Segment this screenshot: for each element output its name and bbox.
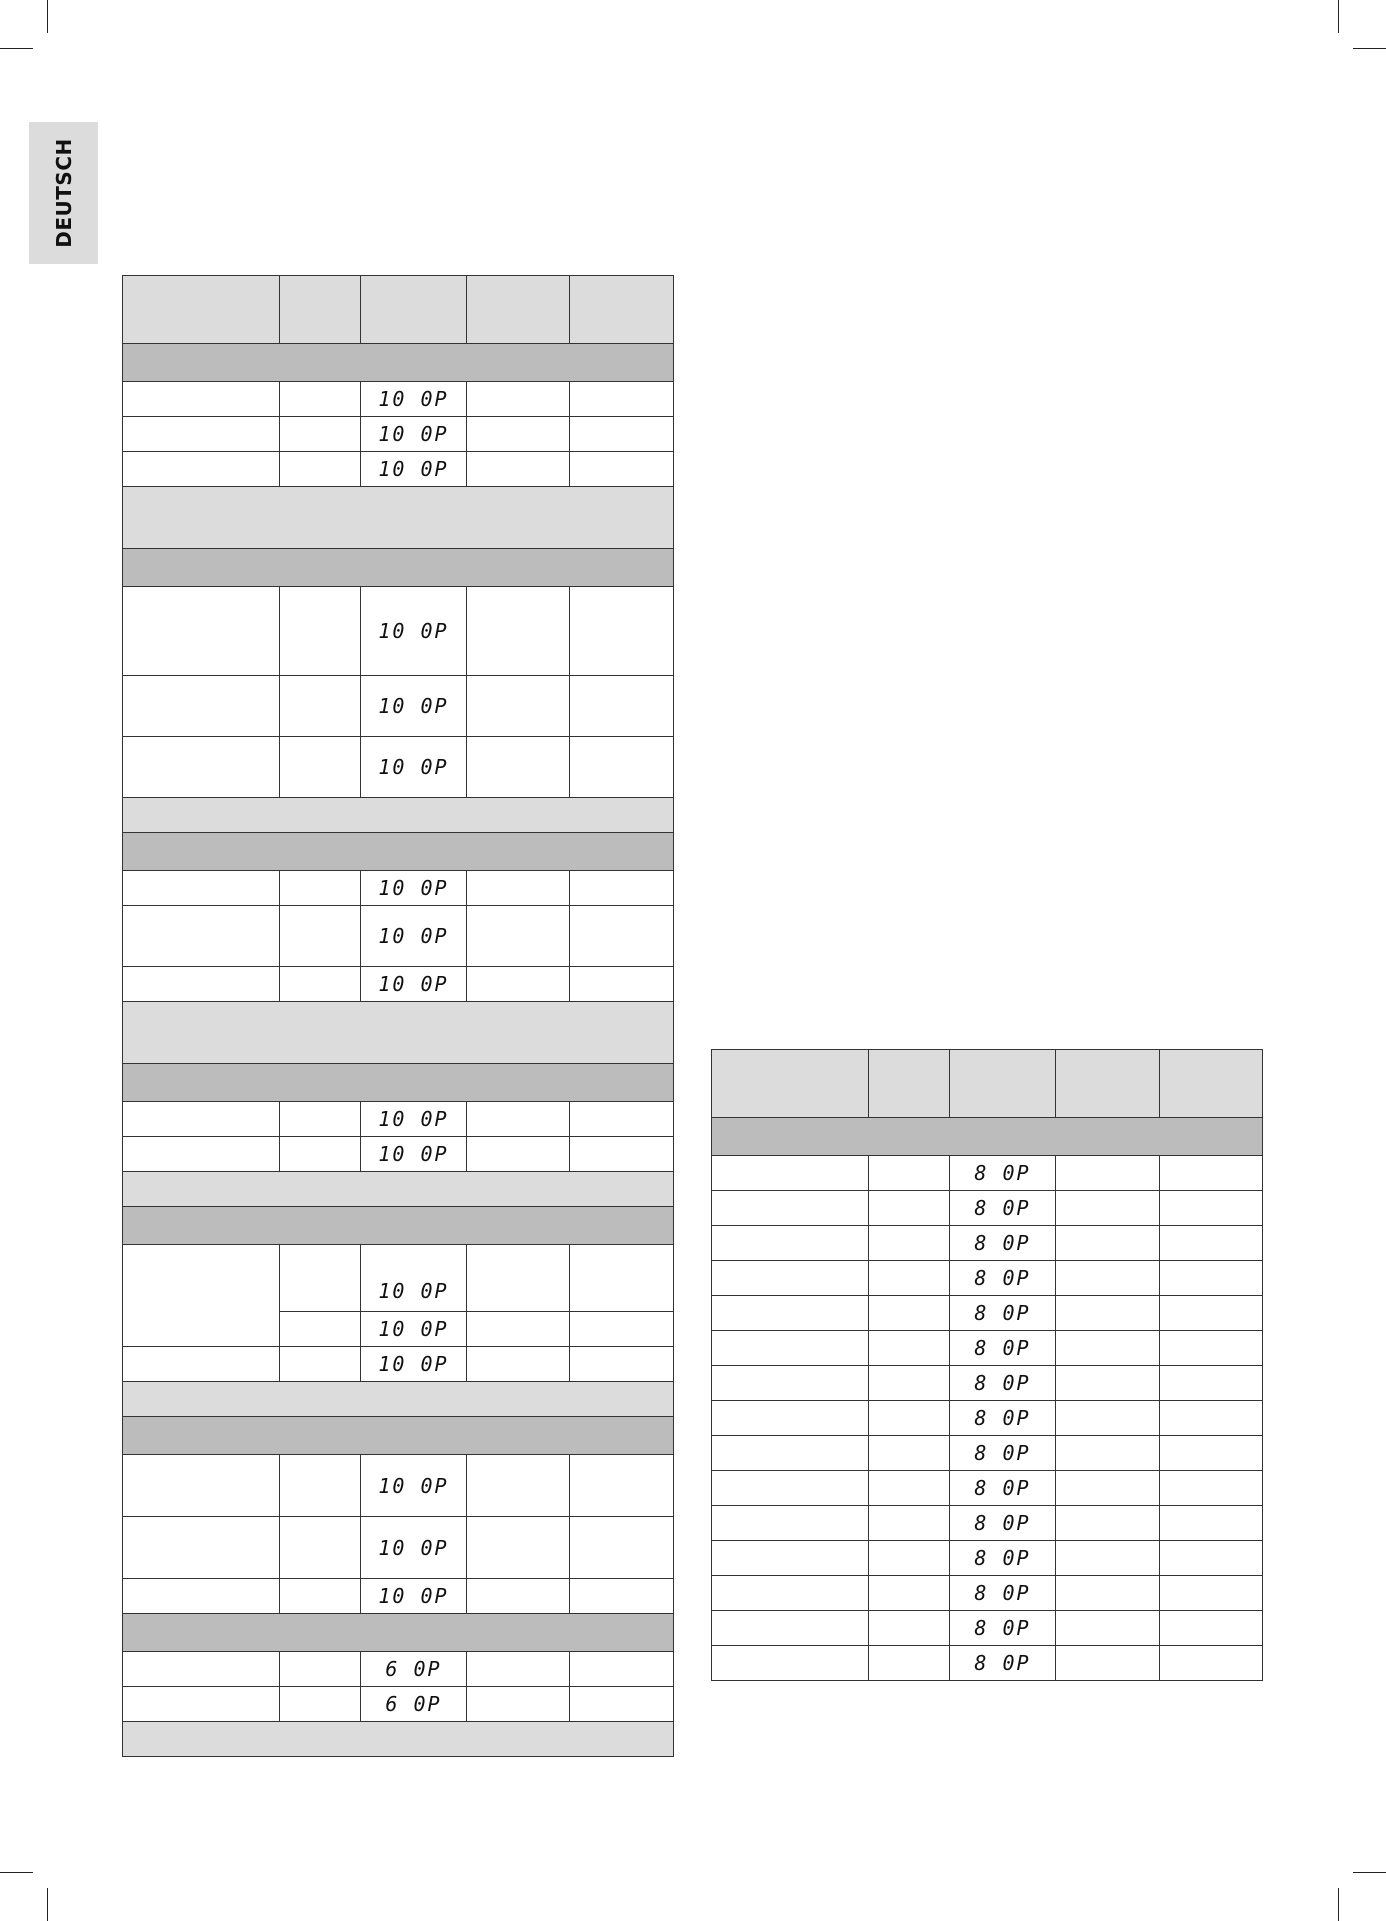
note-row xyxy=(123,487,674,549)
table-row xyxy=(712,1366,1263,1401)
time-cell xyxy=(1056,1471,1160,1506)
time-cell xyxy=(467,967,570,1002)
category-cell xyxy=(123,1064,674,1102)
time-cell xyxy=(467,1579,570,1614)
food-cell xyxy=(712,1576,869,1611)
time-cell xyxy=(1056,1156,1160,1191)
table-row xyxy=(123,1517,674,1579)
table-row xyxy=(123,871,674,906)
note-col-cell xyxy=(1160,1646,1263,1681)
note-col-cell xyxy=(570,1579,674,1614)
food-cell xyxy=(123,1347,280,1382)
category-cell xyxy=(123,549,674,587)
note-col-cell xyxy=(1160,1401,1263,1436)
table-header-row xyxy=(123,276,674,344)
power-level-cell: 8 0P xyxy=(950,1436,1056,1471)
header-cell xyxy=(950,1050,1056,1118)
time-cell xyxy=(467,737,570,798)
food-cell xyxy=(712,1226,869,1261)
power-level-cell: 8 0P xyxy=(950,1506,1056,1541)
note-cell xyxy=(123,1722,674,1757)
food-cell xyxy=(123,737,280,798)
weight-cell xyxy=(280,1102,361,1137)
food-cell xyxy=(123,417,280,452)
note-col-cell xyxy=(1160,1576,1263,1611)
power-level-cell: 10 0P xyxy=(361,1137,467,1172)
note-col-cell xyxy=(570,1137,674,1172)
note-row xyxy=(123,1002,674,1064)
time-cell xyxy=(1056,1331,1160,1366)
power-level-cell: 10 0P xyxy=(361,967,467,1002)
note-col-cell xyxy=(570,1347,674,1382)
table-row xyxy=(123,452,674,487)
power-level-cell: 8 0P xyxy=(950,1366,1056,1401)
crop-mark xyxy=(47,1888,48,1921)
table-row xyxy=(123,906,674,967)
note-col-cell xyxy=(570,967,674,1002)
weight-cell xyxy=(869,1261,950,1296)
note-col-cell xyxy=(1160,1296,1263,1331)
header-cell xyxy=(712,1050,869,1118)
power-level-cell: 10 0P xyxy=(361,382,467,417)
power-level-cell: 10 0P xyxy=(361,676,467,737)
note-cell xyxy=(123,1382,674,1417)
weight-cell xyxy=(280,1652,361,1687)
weight-cell xyxy=(869,1226,950,1261)
food-cell xyxy=(123,676,280,737)
table-row xyxy=(712,1541,1263,1576)
weight-cell xyxy=(869,1611,950,1646)
power-level-cell: 8 0P xyxy=(950,1541,1056,1576)
table-row xyxy=(712,1611,1263,1646)
time-cell xyxy=(1056,1366,1160,1401)
table-row xyxy=(123,1347,674,1382)
weight-cell xyxy=(280,587,361,676)
category-row xyxy=(123,1417,674,1455)
time-cell xyxy=(467,1652,570,1687)
time-cell xyxy=(467,382,570,417)
table-header-row xyxy=(712,1050,1263,1118)
power-level-cell: 8 0P xyxy=(950,1646,1056,1681)
table-row xyxy=(123,417,674,452)
note-col-cell xyxy=(1160,1611,1263,1646)
note-col-cell xyxy=(570,587,674,676)
note-cell xyxy=(123,1002,674,1064)
power-level-cell: 10 0P xyxy=(361,1102,467,1137)
weight-cell xyxy=(869,1646,950,1681)
food-cell xyxy=(123,906,280,967)
food-cell xyxy=(123,1579,280,1614)
time-cell xyxy=(467,1687,570,1722)
weight-cell xyxy=(280,1687,361,1722)
crop-mark xyxy=(0,1872,33,1873)
weight-cell xyxy=(869,1191,950,1226)
note-col-cell xyxy=(1160,1436,1263,1471)
category-row xyxy=(123,833,674,871)
note-col-cell xyxy=(570,1687,674,1722)
food-cell xyxy=(712,1191,869,1226)
crop-mark xyxy=(1353,48,1386,49)
food-cell xyxy=(712,1401,869,1436)
weight-cell xyxy=(280,1312,361,1347)
food-cell xyxy=(123,1102,280,1137)
power-level-cell: 10 0P xyxy=(361,452,467,487)
crop-mark xyxy=(1338,0,1339,33)
table-row xyxy=(123,1245,674,1312)
time-cell xyxy=(467,1245,570,1312)
time-cell xyxy=(467,587,570,676)
weight-cell xyxy=(869,1471,950,1506)
header-cell xyxy=(361,276,467,344)
power-level-cell: 10 0P xyxy=(361,1245,467,1312)
table-row xyxy=(712,1506,1263,1541)
time-cell xyxy=(1056,1296,1160,1331)
category-cell xyxy=(123,1614,674,1652)
category-row xyxy=(712,1118,1263,1156)
weight-cell xyxy=(869,1541,950,1576)
time-cell xyxy=(1056,1576,1160,1611)
weight-cell xyxy=(280,382,361,417)
note-col-cell xyxy=(1160,1506,1263,1541)
time-cell xyxy=(1056,1261,1160,1296)
category-row xyxy=(123,1064,674,1102)
power-level-cell: 10 0P xyxy=(361,1579,467,1614)
weight-cell xyxy=(280,452,361,487)
weight-cell xyxy=(280,737,361,798)
note-col-cell xyxy=(570,1245,674,1312)
header-cell xyxy=(467,276,570,344)
table-row xyxy=(123,1579,674,1614)
note-cell xyxy=(123,1172,674,1207)
time-cell xyxy=(467,1102,570,1137)
table-row xyxy=(712,1226,1263,1261)
time-cell xyxy=(467,906,570,967)
food-cell xyxy=(123,1652,280,1687)
weight-cell xyxy=(869,1156,950,1191)
weight-cell xyxy=(280,967,361,1002)
food-cell xyxy=(712,1261,869,1296)
header-cell xyxy=(280,276,361,344)
power-level-cell: 8 0P xyxy=(950,1576,1056,1611)
power-level-cell: 10 0P xyxy=(361,1347,467,1382)
food-cell xyxy=(712,1611,869,1646)
food-cell xyxy=(712,1541,869,1576)
weight-cell xyxy=(280,1347,361,1382)
weight-cell xyxy=(280,1579,361,1614)
note-row xyxy=(123,1382,674,1417)
time-cell xyxy=(467,1137,570,1172)
food-cell xyxy=(123,452,280,487)
note-col-cell xyxy=(1160,1541,1263,1576)
note-col-cell xyxy=(1160,1471,1263,1506)
note-cell xyxy=(123,798,674,833)
weight-cell xyxy=(280,1137,361,1172)
power-level-cell: 10 0P xyxy=(361,1455,467,1517)
time-cell xyxy=(467,1347,570,1382)
power-level-cell: 10 0P xyxy=(361,587,467,676)
power-level-cell: 10 0P xyxy=(361,871,467,906)
power-level-cell: 8 0P xyxy=(950,1226,1056,1261)
food-cell xyxy=(123,1245,280,1347)
time-cell xyxy=(1056,1541,1160,1576)
food-cell xyxy=(712,1296,869,1331)
note-row xyxy=(123,1722,674,1757)
food-cell xyxy=(712,1646,869,1681)
note-col-cell xyxy=(1160,1331,1263,1366)
weight-cell xyxy=(869,1296,950,1331)
power-level-cell: 8 0P xyxy=(950,1191,1056,1226)
note-row xyxy=(123,798,674,833)
weight-cell xyxy=(280,871,361,906)
food-cell xyxy=(712,1366,869,1401)
weight-cell xyxy=(869,1436,950,1471)
power-level-cell: 8 0P xyxy=(950,1401,1056,1436)
food-cell xyxy=(712,1436,869,1471)
power-level-cell: 8 0P xyxy=(950,1296,1056,1331)
time-cell xyxy=(467,676,570,737)
time-cell xyxy=(467,1312,570,1347)
power-level-cell: 6 0P xyxy=(361,1687,467,1722)
table-row xyxy=(712,1191,1263,1226)
power-level-cell: 10 0P xyxy=(361,906,467,967)
table-row xyxy=(712,1156,1263,1191)
weight-cell xyxy=(280,1455,361,1517)
category-cell xyxy=(712,1118,1263,1156)
note-col-cell xyxy=(570,871,674,906)
crop-mark xyxy=(47,0,48,33)
time-cell xyxy=(1056,1646,1160,1681)
power-level-cell: 8 0P xyxy=(950,1261,1056,1296)
table-row xyxy=(123,967,674,1002)
table-row xyxy=(712,1261,1263,1296)
time-cell xyxy=(467,452,570,487)
table-row xyxy=(712,1471,1263,1506)
time-cell xyxy=(1056,1401,1160,1436)
food-cell xyxy=(123,1455,280,1517)
category-row xyxy=(123,549,674,587)
food-cell xyxy=(123,382,280,417)
crop-mark xyxy=(0,48,33,49)
food-cell xyxy=(123,967,280,1002)
table-row xyxy=(123,1137,674,1172)
table-row xyxy=(123,1102,674,1137)
power-level-cell: 8 0P xyxy=(950,1611,1056,1646)
time-cell xyxy=(1056,1226,1160,1261)
time-cell xyxy=(1056,1191,1160,1226)
table-row xyxy=(123,1687,674,1722)
category-row xyxy=(123,344,674,382)
table-row xyxy=(123,382,674,417)
note-col-cell xyxy=(570,1517,674,1579)
note-col-cell xyxy=(570,676,674,737)
table-row xyxy=(712,1401,1263,1436)
time-cell xyxy=(1056,1506,1160,1541)
note-col-cell xyxy=(570,1455,674,1517)
weight-cell xyxy=(280,676,361,737)
table-row xyxy=(712,1646,1263,1681)
table-row xyxy=(712,1296,1263,1331)
note-col-cell xyxy=(1160,1261,1263,1296)
note-col-cell xyxy=(1160,1366,1263,1401)
food-cell xyxy=(712,1506,869,1541)
crop-mark xyxy=(1338,1888,1339,1921)
weight-cell xyxy=(869,1366,950,1401)
note-col-cell xyxy=(570,1312,674,1347)
header-cell xyxy=(570,276,674,344)
weight-cell xyxy=(869,1401,950,1436)
note-col-cell xyxy=(570,906,674,967)
header-cell xyxy=(123,276,280,344)
program-table-left xyxy=(122,275,674,1757)
category-cell xyxy=(123,1417,674,1455)
food-cell xyxy=(123,1687,280,1722)
food-cell xyxy=(712,1331,869,1366)
weight-cell xyxy=(280,1245,361,1312)
food-cell xyxy=(712,1156,869,1191)
note-col-cell xyxy=(570,1102,674,1137)
table-row xyxy=(123,1455,674,1517)
table-row xyxy=(712,1331,1263,1366)
crop-mark xyxy=(1353,1872,1386,1873)
note-row xyxy=(123,1172,674,1207)
time-cell xyxy=(467,871,570,906)
weight-cell xyxy=(869,1331,950,1366)
power-level-cell: 10 0P xyxy=(361,417,467,452)
weight-cell xyxy=(280,1517,361,1579)
table-row xyxy=(123,587,674,676)
power-level-cell: 6 0P xyxy=(361,1652,467,1687)
power-level-cell: 8 0P xyxy=(950,1156,1056,1191)
weight-cell xyxy=(869,1576,950,1611)
food-cell xyxy=(123,1517,280,1579)
weight-cell xyxy=(280,906,361,967)
note-cell xyxy=(123,487,674,549)
food-cell xyxy=(123,587,280,676)
table-row xyxy=(123,1652,674,1687)
category-row xyxy=(123,1614,674,1652)
time-cell xyxy=(1056,1436,1160,1471)
food-cell xyxy=(123,1137,280,1172)
note-col-cell xyxy=(1160,1226,1263,1261)
note-col-cell xyxy=(570,452,674,487)
power-level-cell: 10 0P xyxy=(361,737,467,798)
note-col-cell xyxy=(570,737,674,798)
table-row xyxy=(123,737,674,798)
header-cell xyxy=(869,1050,950,1118)
note-col-cell xyxy=(1160,1191,1263,1226)
program-table-right xyxy=(711,1049,1263,1681)
category-cell xyxy=(123,1207,674,1245)
language-tab-label: DEUTSCH xyxy=(51,138,76,248)
power-level-cell: 8 0P xyxy=(950,1331,1056,1366)
header-cell xyxy=(1160,1050,1263,1118)
weight-cell xyxy=(869,1506,950,1541)
power-level-cell: 8 0P xyxy=(950,1471,1056,1506)
note-col-cell xyxy=(570,382,674,417)
language-tab xyxy=(29,122,98,264)
category-row xyxy=(123,1207,674,1245)
power-level-cell: 10 0P xyxy=(361,1312,467,1347)
time-cell xyxy=(467,1517,570,1579)
table-row xyxy=(712,1436,1263,1471)
weight-cell xyxy=(280,417,361,452)
time-cell xyxy=(467,417,570,452)
header-cell xyxy=(1056,1050,1160,1118)
table-row xyxy=(123,676,674,737)
food-cell xyxy=(712,1471,869,1506)
note-col-cell xyxy=(570,1652,674,1687)
note-col-cell xyxy=(570,417,674,452)
time-cell xyxy=(1056,1611,1160,1646)
table-row xyxy=(712,1576,1263,1611)
power-level-cell: 10 0P xyxy=(361,1517,467,1579)
category-cell xyxy=(123,344,674,382)
food-cell xyxy=(123,871,280,906)
note-col-cell xyxy=(1160,1156,1263,1191)
category-cell xyxy=(123,833,674,871)
time-cell xyxy=(467,1455,570,1517)
